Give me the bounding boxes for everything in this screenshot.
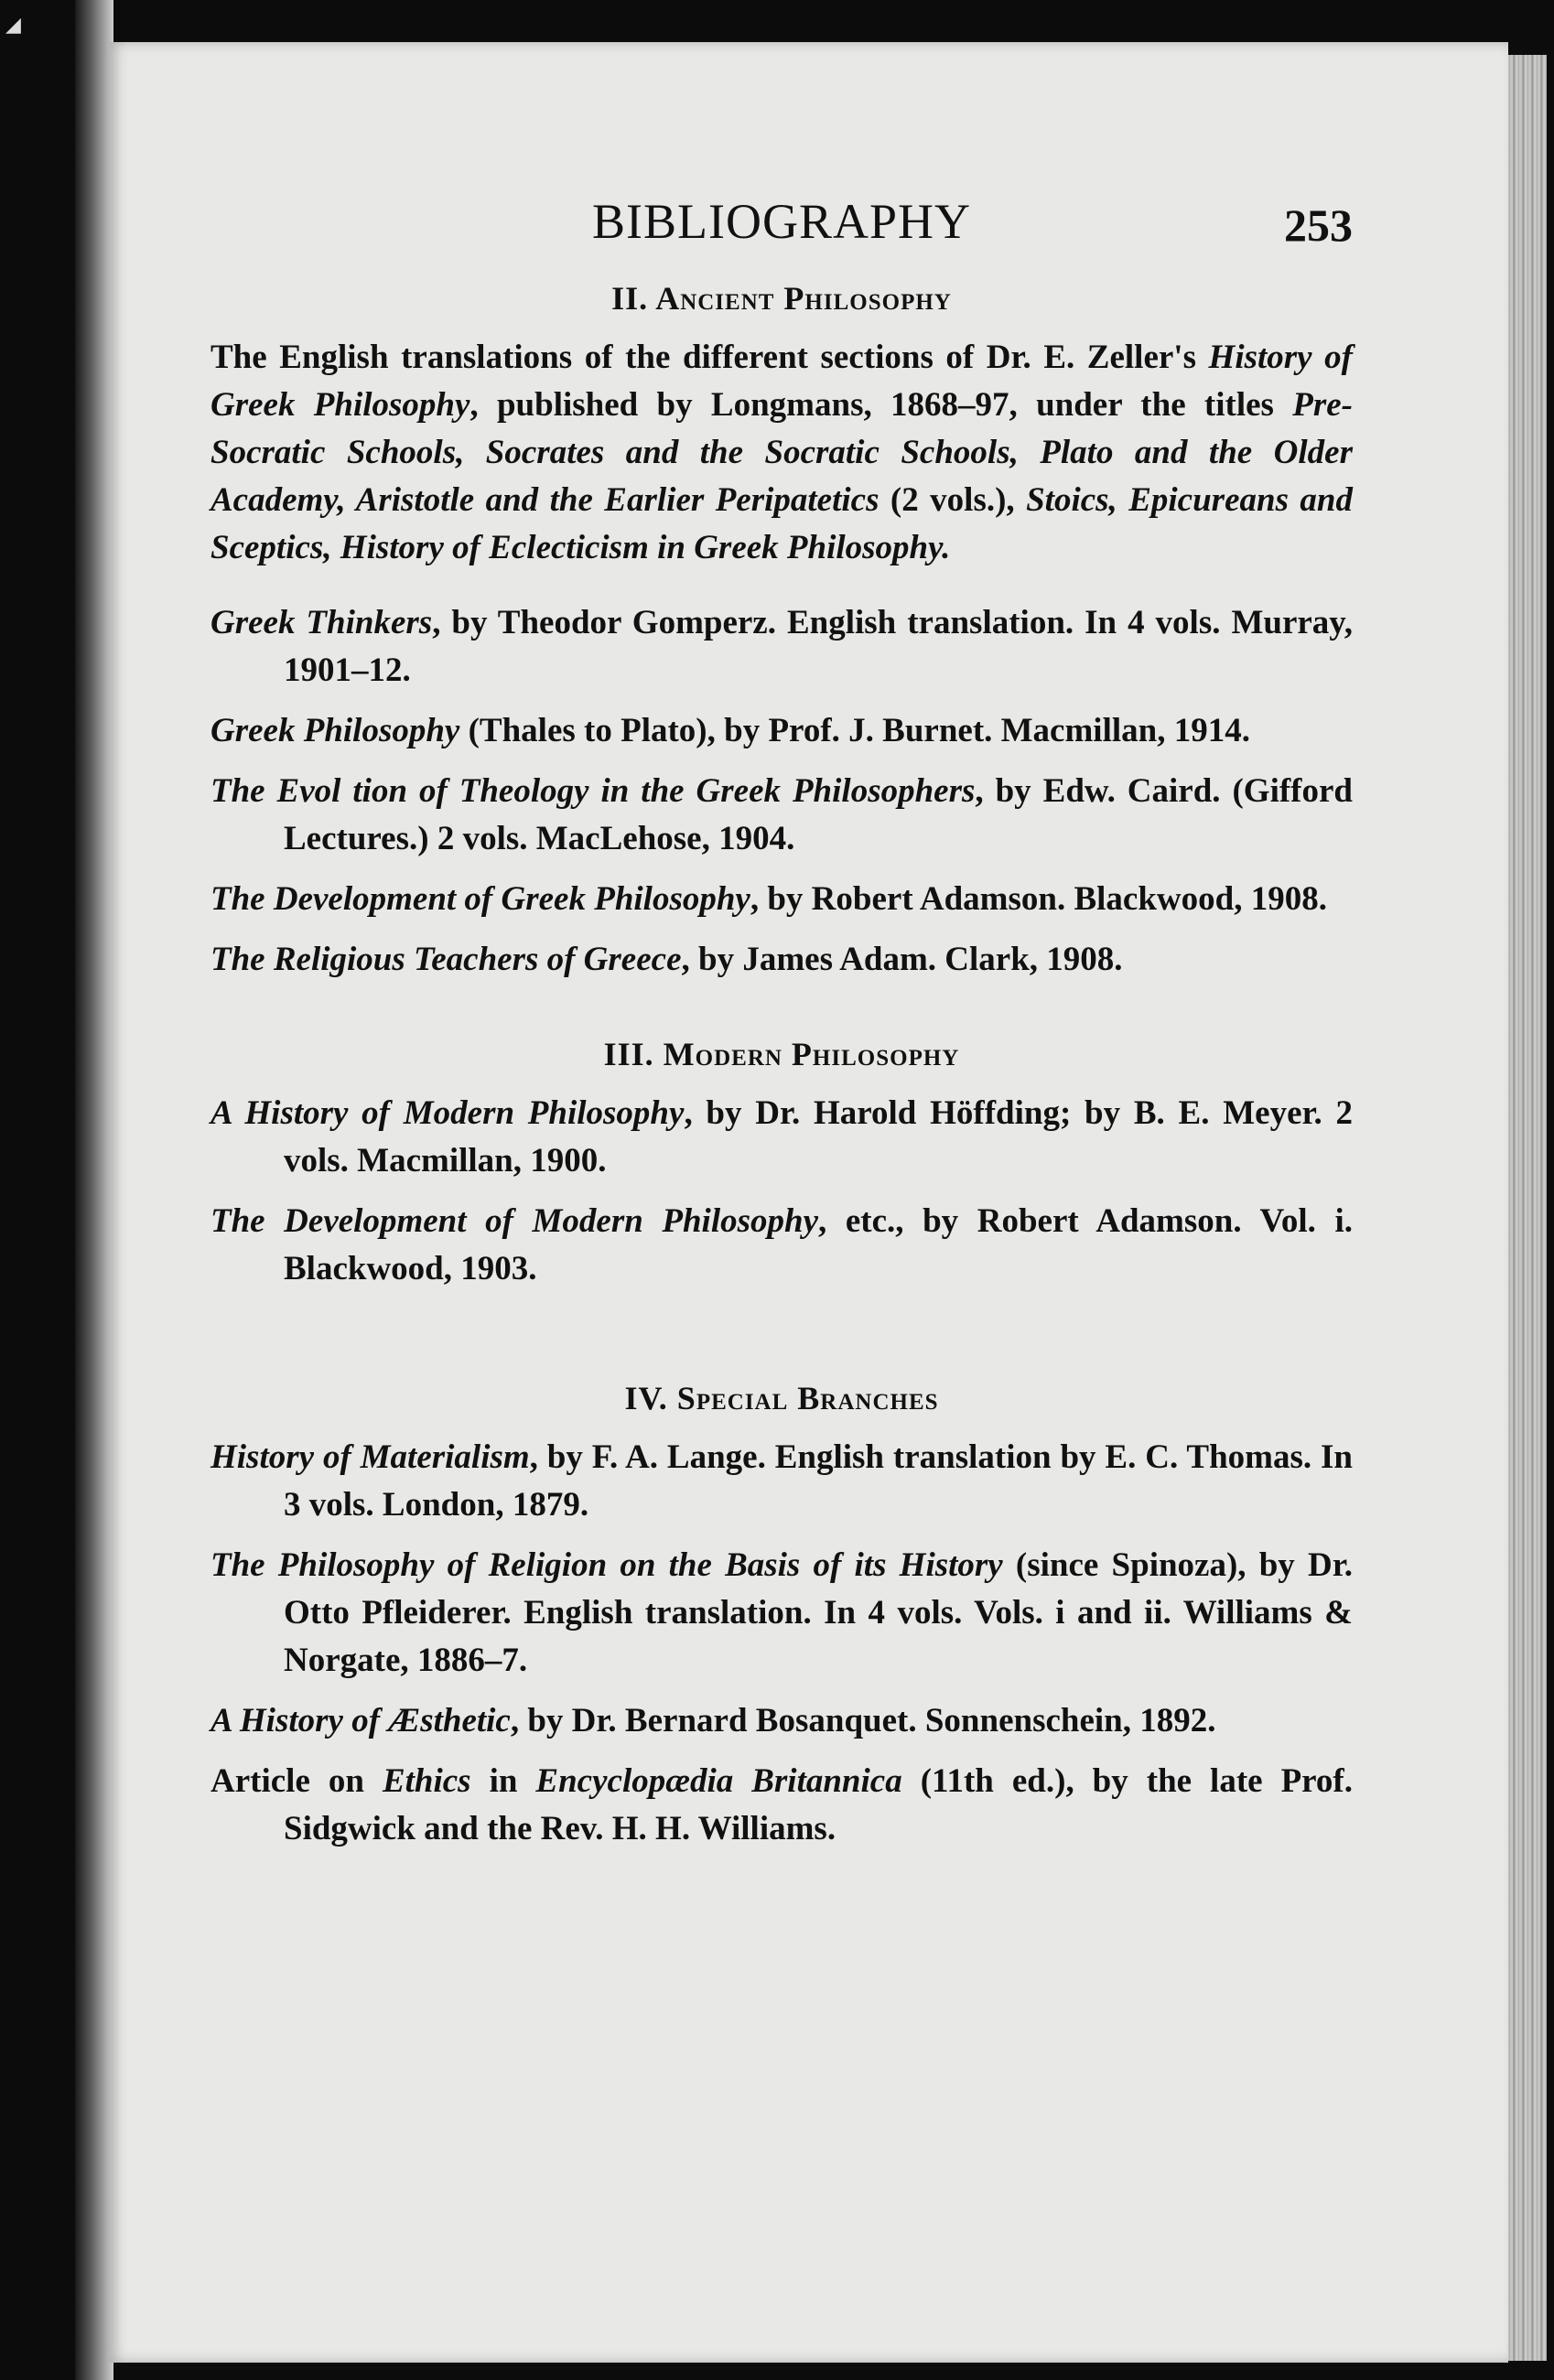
bibliography-entry <box>210 599 1353 695</box>
book-page <box>108 42 1508 2363</box>
section-heading: II. Ancient Philosophy <box>611 280 952 317</box>
citation-text: , by Theodor Gomperz. English translation. In 4 vols. Murray, 1901–12. <box>284 604 1353 689</box>
bibliography-entry <box>210 876 1353 923</box>
title-text: Greek Philosophy <box>210 712 460 749</box>
bibliography-entry <box>210 1434 1353 1529</box>
citation-text: Article on <box>210 1762 383 1800</box>
citation-text: , published by Longmans, 1868–97, under the titles <box>469 386 1293 424</box>
title-text: A History of Modern Philosophy <box>210 1094 685 1132</box>
bibliography-entry <box>210 768 1353 863</box>
bibliography-sections <box>210 279 1353 1853</box>
title-text: The Development of Modern Philosophy <box>210 1202 819 1240</box>
scan-corner-mark: ◢ <box>5 13 21 36</box>
section-heading: IV. Special Branches <box>624 1380 939 1416</box>
bibliography-entry <box>210 1198 1353 1293</box>
title-text: History of Greek Philosophy <box>210 339 1353 424</box>
title-text: Greek Thinkers <box>210 604 433 641</box>
citation-text: , by F. A. Lange. English translation by E. C. Thomas. In 3 vols. London, 1879. <box>284 1438 1353 1524</box>
bibliography-entry <box>210 707 1353 755</box>
title-text: The Religious Teachers of Greece <box>210 941 682 978</box>
title-text: The Development of Greek Philosophy <box>210 880 750 918</box>
bibliography-entry <box>210 1758 1353 1853</box>
bibliography-entry <box>210 1090 1353 1185</box>
citation-text: , by Dr. Harold Höffding; by B. E. Meyer. 2 vols. Macmillan, 1900. <box>284 1094 1354 1179</box>
bibliography-entry <box>210 1697 1353 1745</box>
title-text: Ethics <box>382 1762 471 1800</box>
section-heading: III. Modern Philosophy <box>603 1036 960 1072</box>
page-content <box>210 193 1353 1866</box>
title-text: History of Materialism <box>210 1438 530 1476</box>
citation-text: , by Dr. Bernard Bosanquet. Sonnenschein, 1892. <box>510 1702 1216 1739</box>
title-text: The Evol tion of Theology in the Greek Philosophers <box>210 772 976 810</box>
citation-text: , etc., by Robert Adamson. Vol. i. Blackwood, 1903. <box>284 1202 1353 1287</box>
running-title: BIBLIOGRAPHY <box>591 194 972 249</box>
citation-text: The English translations of the different sections of Dr. E. Zeller's <box>210 339 1209 376</box>
section-intro <box>210 334 1353 572</box>
running-head <box>210 193 1353 259</box>
title-text: Pre-Socratic Schools, Socrates and the Socratic Schools, Plato and the Older Academy, Aristotle and the Earlier Peripatetics <box>210 386 1353 519</box>
title-text: Stoics, Epicureans and Sceptics, History of Eclecticism in Greek Philosophy. <box>210 481 1353 566</box>
bibliography-entry <box>210 936 1353 984</box>
citation-text: (since Spinoza), by Dr. Otto Pfleiderer. English translation. In 4 vols. Vols. i and ii. Williams & Norgate, 1886–7. <box>284 1546 1353 1679</box>
citation-text: (Thales to Plato), by Prof. J. Burnet. Macmillan, 1914. <box>459 712 1250 749</box>
citation-text: , by Robert Adamson. Blackwood, 1908. <box>750 880 1327 918</box>
page-number: 253 <box>1284 199 1353 251</box>
citation-text: in <box>470 1762 536 1800</box>
section-spacer <box>210 1306 1353 1359</box>
citation-text: (2 vols.), <box>879 481 1027 519</box>
citation-text: , by James Adam. Clark, 1908. <box>681 941 1123 978</box>
title-text: The Philosophy of Religion on the Basis of its History <box>210 1546 1003 1584</box>
title-text: A History of Æsthetic <box>210 1702 511 1739</box>
title-text: Encyclopædia Britannica <box>535 1762 902 1800</box>
citation-text: (11th ed.), by the late Prof. Sidgwick and the Rev. H. H. Williams. <box>284 1762 1353 1847</box>
section-spacer <box>210 996 1353 1015</box>
citation-text: , by Edw. Caird. (Gifford Lectures.) 2 vols. MacLehose, 1904. <box>284 772 1353 857</box>
bibliography-entry <box>210 1542 1353 1685</box>
